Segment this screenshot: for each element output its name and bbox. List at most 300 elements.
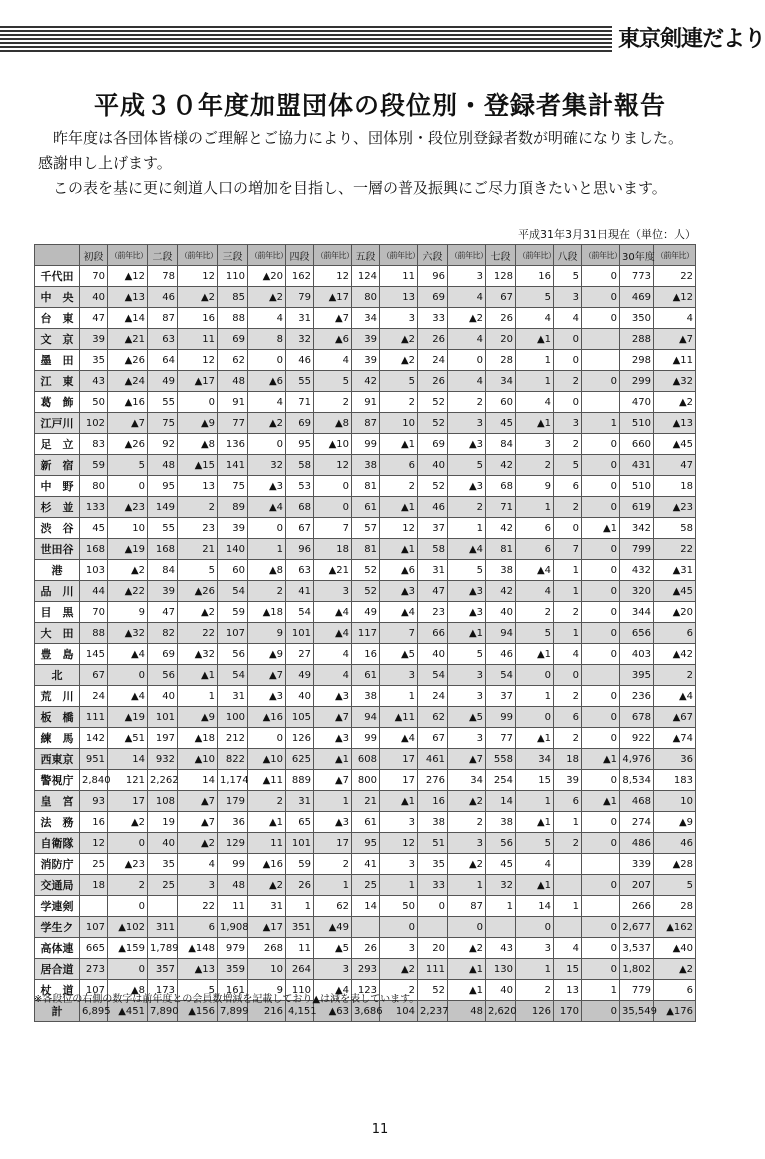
table-cell: 2 [554,728,582,749]
organization-name: 目 黒 [35,602,80,623]
table-cell: 88 [80,623,108,644]
table-cell: 52 [352,560,380,581]
table-cell: ▲67 [654,707,696,728]
table-row [35,413,696,434]
table-cell: 21 [352,791,380,812]
table-cell: 17 [314,833,352,854]
table-cell: 2,262 [148,770,178,791]
table-cell: 16 [418,791,448,812]
organization-name: 文 京 [35,329,80,350]
table-cell: 136 [218,434,248,455]
table-cell: 2 [248,581,286,602]
table-cell: 470 [620,392,654,413]
table-cell: 357 [148,959,178,980]
table-cell: ▲14 [108,308,148,329]
table-cell: 3 [448,413,486,434]
table-cell: 1 [178,686,218,707]
table-cell: 129 [218,833,248,854]
table-cell: ▲6 [380,560,418,581]
table-cell: 2 [448,497,486,518]
table-cell: 36 [654,749,696,770]
table-cell: 3 [314,959,352,980]
table-cell: 42 [486,518,516,539]
organization-name: 警視庁 [35,770,80,791]
table-cell: 6 [554,707,582,728]
table-cell: ▲28 [654,854,696,875]
table-cell: ▲17 [314,287,352,308]
table-cell: 3 [448,686,486,707]
table-cell: 510 [620,476,654,497]
table-cell: 4 [248,308,286,329]
table-cell: 8,534 [620,770,654,791]
table-cell: ▲2 [654,959,696,980]
table-cell: ▲2 [178,833,218,854]
table-cell: ▲20 [248,266,286,287]
table-row [35,707,696,728]
table-cell: 395 [620,665,654,686]
table-cell: 40 [418,455,448,476]
table-cell: 39 [554,770,582,791]
table-cell: ▲10 [248,749,286,770]
table-row [35,728,696,749]
table-cell: 1 [286,896,314,917]
table-cell: 461 [418,749,448,770]
table-cell: 17 [108,791,148,812]
table-row [35,665,696,686]
table-cell: 1 [516,371,554,392]
table-cell: 58 [654,518,696,539]
table-cell: 18 [314,539,352,560]
table-cell: 0 [108,476,148,497]
table-cell: ▲3 [448,602,486,623]
column-header: 四段 [286,245,314,266]
table-cell: 53 [286,476,314,497]
table-cell: 173 [148,980,178,1001]
table-cell: ▲7 [314,770,352,791]
table-cell: 468 [620,791,654,812]
table-row [35,518,696,539]
table-cell: 46 [286,350,314,371]
table-cell: ▲1 [314,749,352,770]
table-cell: 5 [554,266,582,287]
table-cell: 67 [286,518,314,539]
organization-name: 皇 宮 [35,791,80,812]
table-cell: 52 [418,413,448,434]
table-cell: ▲4 [248,497,286,518]
table-cell: ▲74 [654,728,696,749]
table-cell: ▲3 [314,728,352,749]
table-cell: 273 [80,959,108,980]
table-cell: 103 [80,560,108,581]
table-cell: 55 [148,392,178,413]
column-header [35,245,80,266]
table-cell: ▲13 [178,959,218,980]
intro-line-1: 昨年度は各団体皆様のご理解とご協力により、団体別・段位別登録者数が明確になりました。 [53,129,684,147]
table-cell: 2 [380,980,418,1001]
table-cell: ▲9 [178,413,218,434]
table-cell: 3 [516,434,554,455]
table-cell: 66 [418,623,448,644]
table-cell: 2,677 [620,917,654,938]
table-cell: 4 [314,644,352,665]
table-cell: ▲4 [380,602,418,623]
table-cell: 0 [582,308,620,329]
organization-name: 自衛隊 [35,833,80,854]
table-cell: 25 [352,875,380,896]
table-cell: 5 [380,371,418,392]
table-cell: 49 [286,665,314,686]
table-cell: ▲51 [108,728,148,749]
table-cell: 4 [554,644,582,665]
table-cell: 55 [286,371,314,392]
table-cell: 13 [178,476,218,497]
table-cell: 0 [582,434,620,455]
registration-table [34,244,696,1022]
table-cell: 3 [448,728,486,749]
table-cell: 62 [218,350,248,371]
table-cell: 0 [582,707,620,728]
table-cell: 37 [486,686,516,707]
table-cell: 92 [148,434,178,455]
table-cell: 104 [380,1001,418,1022]
table-cell: 88 [218,308,248,329]
table-cell: 4 [516,308,554,329]
table-cell: 0 [582,581,620,602]
table-cell: 11 [178,329,218,350]
table-cell: ▲2 [380,329,418,350]
table-cell: ▲1 [380,539,418,560]
table-cell: 161 [218,980,248,1001]
column-header: 30年度 [620,245,654,266]
table-cell: 311 [148,917,178,938]
table-cell: 47 [418,581,448,602]
table-cell: 14 [486,791,516,812]
table-cell: 46 [148,287,178,308]
table-cell: 2 [554,833,582,854]
table-cell: ▲1 [380,791,418,812]
table-cell: 0 [516,665,554,686]
page-number: 11 [371,1122,389,1137]
organization-name: 交通局 [35,875,80,896]
table-cell: 101 [148,707,178,728]
table-cell: ▲7 [108,413,148,434]
table-cell: 18 [654,476,696,497]
table-row [35,266,696,287]
table-cell: 107 [80,917,108,938]
table-cell: 16 [80,812,108,833]
column-header: （前年比） [380,245,418,266]
table-cell: 63 [286,560,314,581]
table-cell: 0 [582,644,620,665]
table-cell: ▲1 [516,875,554,896]
table-cell: 5 [448,455,486,476]
table-cell: 49 [352,602,380,623]
table-cell: 932 [148,749,178,770]
organization-name: 学連剣 [35,896,80,917]
column-header: 八段 [554,245,582,266]
table-cell: 510 [620,413,654,434]
table-cell: 22 [654,266,696,287]
organization-name: 杖 道 [35,980,80,1001]
table-cell: 40 [486,602,516,623]
table-cell: 2 [554,686,582,707]
table-cell: 3 [380,938,418,959]
table-cell: 84 [148,560,178,581]
table-cell: ▲23 [654,497,696,518]
table-cell: 22 [178,623,218,644]
table-cell: 0 [582,917,620,938]
intro-line-3: この表を基に更に剣道人口の増加を目指し、一層の普及振興にご尽力頂きたいと思います。 [53,179,667,197]
table-cell: ▲2 [448,308,486,329]
table-cell: 1 [554,560,582,581]
table-cell: 0 [516,917,554,938]
table-cell: 71 [486,497,516,518]
table-cell: 40 [80,287,108,308]
table-cell: 889 [286,770,314,791]
table-cell: 140 [218,539,248,560]
table-cell: 99 [352,728,380,749]
table-cell: 7 [314,518,352,539]
table-cell: 1 [582,413,620,434]
table-cell: ▲1 [582,791,620,812]
table-row [35,770,696,791]
table-cell: ▲45 [654,434,696,455]
table-row [35,959,696,980]
table-cell: 81 [352,539,380,560]
table-cell: 46 [418,497,448,518]
table-cell: 6 [178,917,218,938]
table-cell: 67 [80,665,108,686]
table-cell: 0 [582,266,620,287]
table-cell: ▲7 [178,812,218,833]
table-cell: 1 [554,623,582,644]
table-cell: ▲2 [178,287,218,308]
table-cell: 4 [654,308,696,329]
table-cell: 38 [352,455,380,476]
organization-name: 新 宿 [35,455,80,476]
table-cell: 62 [314,896,352,917]
table-cell: 141 [218,455,248,476]
table-row [35,686,696,707]
table-cell: 403 [620,644,654,665]
table-cell [582,854,620,875]
table-cell: ▲19 [108,707,148,728]
table-cell [418,917,448,938]
organization-name: 西東京 [35,749,80,770]
table-cell: 52 [418,980,448,1001]
organization-name: 江戸川 [35,413,80,434]
table-cell: 276 [418,770,448,791]
organization-name: 墨 田 [35,350,80,371]
table-cell: 37 [418,518,448,539]
table-cell: 83 [80,434,108,455]
table-cell: 71 [286,392,314,413]
table-cell: 12 [178,266,218,287]
table-cell: ▲22 [108,581,148,602]
table-cell: 1 [516,497,554,518]
table-cell: 1 [448,875,486,896]
intro-line-2: 感謝申し上げます。 [38,154,172,172]
table-cell: 162 [286,266,314,287]
table-cell: 0 [582,1001,620,1022]
table-cell: 39 [352,329,380,350]
table-cell: 183 [654,770,696,791]
table-cell: 27 [286,644,314,665]
table-cell: 14 [352,896,380,917]
intro-text [38,126,718,201]
table-cell: 12 [380,833,418,854]
table-cell: ▲2 [108,560,148,581]
table-cell: ▲7 [314,308,352,329]
table-cell: 0 [418,896,448,917]
table-cell: 2 [516,455,554,476]
organization-name: 港 [35,560,80,581]
organization-name: 計 [35,1001,80,1022]
table-cell: 47 [80,308,108,329]
table-cell: 293 [352,959,380,980]
table-cell: 9 [108,602,148,623]
table-cell: ▲6 [248,371,286,392]
table-cell: 3 [448,833,486,854]
table-cell: 11 [218,896,248,917]
table-cell: ▲1 [516,644,554,665]
table-cell: 32 [286,329,314,350]
table-cell: ▲4 [654,686,696,707]
table-row [35,602,696,623]
table-cell: 23 [418,602,448,623]
table-cell: ▲32 [654,371,696,392]
table-cell: 0 [108,833,148,854]
table-cell: 41 [286,581,314,602]
table-cell: 68 [286,497,314,518]
table-cell: 12 [380,518,418,539]
table-cell: 13 [554,980,582,1001]
table-cell: ▲3 [314,812,352,833]
table-cell: 800 [352,770,380,791]
table-cell: 9 [248,623,286,644]
table-cell: 26 [418,329,448,350]
table-row [35,287,696,308]
table-cell: 0 [108,665,148,686]
table-cell: 58 [286,455,314,476]
table-cell: 2,840 [80,770,108,791]
table-row [35,896,696,917]
table-cell: 87 [352,413,380,434]
table-cell: 5 [516,287,554,308]
table-cell: 55 [148,518,178,539]
table-cell: 47 [654,455,696,476]
table-cell: ▲11 [248,770,286,791]
table-cell: 26 [286,875,314,896]
table-cell: ▲32 [108,623,148,644]
table-cell: 8 [248,329,286,350]
table-cell: 3 [314,581,352,602]
column-header: （前年比） [108,245,148,266]
table-cell: 0 [582,497,620,518]
table-cell: 1 [516,686,554,707]
table-cell: 28 [486,350,516,371]
table-cell: 101 [286,833,314,854]
table-cell: ▲19 [108,539,148,560]
table-cell: 266 [620,896,654,917]
table-cell: 0 [554,329,582,350]
table-cell: ▲1 [448,980,486,1001]
table-cell: 1 [554,896,582,917]
table-cell: 0 [554,392,582,413]
table-cell: 22 [178,896,218,917]
table-cell: 3 [448,266,486,287]
table-cell: 3 [380,665,418,686]
table-cell: 5 [516,623,554,644]
table-cell: ▲6 [314,329,352,350]
table-cell: 4,151 [286,1001,314,1022]
table-cell: 0 [582,959,620,980]
table-cell: 94 [486,623,516,644]
table-cell: 3 [448,665,486,686]
table-row [35,476,696,497]
table-cell: 5 [654,875,696,896]
table-cell: 10 [654,791,696,812]
table-row [35,581,696,602]
organization-name: 千代田 [35,266,80,287]
table-row [35,371,696,392]
table-cell: ▲9 [654,812,696,833]
table-cell: 54 [286,602,314,623]
table-cell: 91 [218,392,248,413]
table-cell: 80 [352,287,380,308]
table-cell: 108 [148,791,178,812]
table-cell: ▲7 [314,707,352,728]
table-cell: ▲15 [178,455,218,476]
table-cell: 54 [418,665,448,686]
table-cell: 0 [448,350,486,371]
table-cell: ▲4 [516,560,554,581]
table-cell: 1 [554,812,582,833]
table-cell: 142 [80,728,108,749]
table-cell: 45 [486,854,516,875]
table-cell: 1 [516,350,554,371]
table-cell: 64 [148,350,178,371]
table-cell: 6,895 [80,1001,108,1022]
table-cell: 61 [352,665,380,686]
table-cell: 33 [418,308,448,329]
table-cell: 608 [352,749,380,770]
table-cell: 212 [218,728,248,749]
table-cell: ▲2 [248,287,286,308]
table-cell: 149 [148,497,178,518]
table-cell: 979 [218,938,248,959]
table-cell [582,896,620,917]
organization-name: 台 東 [35,308,80,329]
table-cell: 6 [654,623,696,644]
table-cell: 4 [516,392,554,413]
table-cell: 75 [148,413,178,434]
table-cell: 320 [620,581,654,602]
table-cell: 84 [486,434,516,455]
table-cell: 40 [148,686,178,707]
table-cell: ▲8 [108,980,148,1001]
table-cell: ▲16 [108,392,148,413]
table-row [35,854,696,875]
table-header-row [35,245,696,266]
table-cell: 67 [418,728,448,749]
table-cell: ▲1 [178,665,218,686]
table-cell: 32 [486,875,516,896]
table-cell: 5 [178,560,218,581]
table-cell: ▲4 [314,623,352,644]
table-cell: 0 [582,602,620,623]
table-cell: 48 [448,1001,486,1022]
